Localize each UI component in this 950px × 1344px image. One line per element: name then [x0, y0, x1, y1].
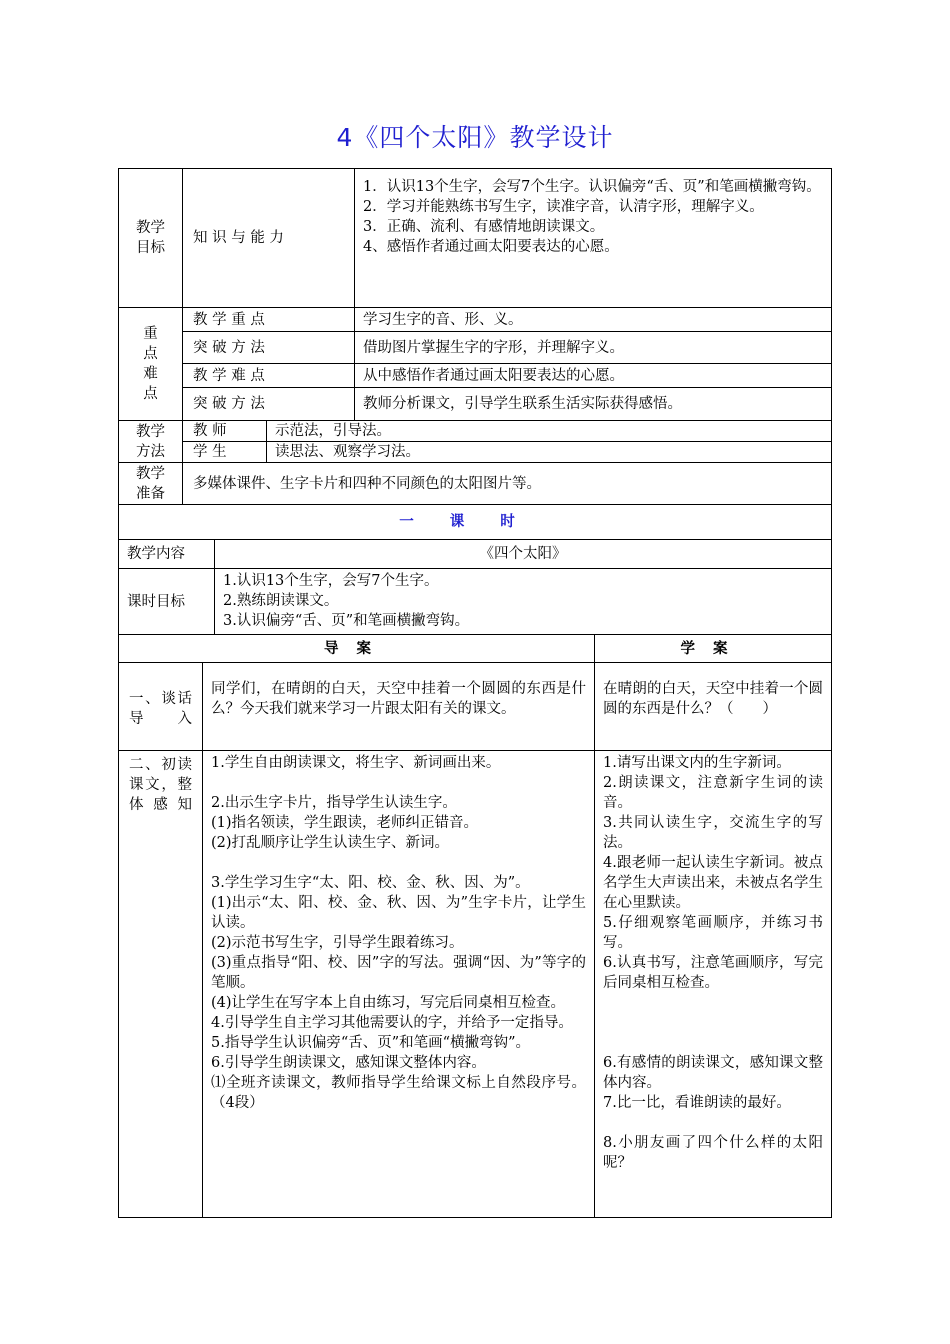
methods-label: 教学方法 [119, 421, 183, 463]
content-label: 教学内容 [119, 540, 215, 569]
goal-item: 4、感悟作者通过画太阳要表达的心愿。 [363, 239, 619, 255]
guide-line: (1)出示“太、阳、校、金、秋、因、为”生字卡片，让学生认读。 [211, 895, 586, 931]
study-line: 7.比一比，看谁朗读的最好。 [603, 1095, 791, 1111]
section-label: 二、初读课文，整体感知 [119, 751, 203, 1217]
guide-column-header: 导案 [119, 635, 595, 663]
section-guide [203, 751, 595, 1217]
period-goals-list [215, 569, 831, 635]
guide-line: (1)指名领读，学生跟读，老师纠正错音。 [211, 815, 479, 831]
study-line: 1.请写出课文内的生字新词。 [603, 755, 791, 771]
method-row-label: 学 生 [183, 442, 267, 463]
preparation-label: 教学准备 [119, 463, 183, 505]
method-row-label: 教 师 [183, 421, 267, 442]
guide-line: (3)重点指导“阳、校、因”字的写法。强调“因、为”等字的笔顺。 [211, 955, 586, 991]
study-line: 在晴朗的白天，天空中挂着一个圆圆的东西是什么？（ ） [603, 681, 823, 717]
key-row-label: 突 破 方 法 [183, 332, 355, 364]
study-line [603, 993, 823, 1013]
guide-line: (2)示范书写生字，引导学生跟着练习。 [211, 935, 464, 951]
study-line: 5.仔细观察笔画顺序，并练习书写。 [603, 915, 823, 951]
key-row-value: 借助图片掌握生字的字形，并理解字义。 [355, 332, 831, 364]
preparation-value: 多媒体课件、生字卡片和四种不同颜色的太阳图片等。 [183, 463, 831, 505]
guide-line: 同学们，在晴朗的白天，天空中挂着一个圆圆的东西是什么？今天我们就来学习一片跟太阳有关的课文。 [211, 681, 586, 717]
guide-line: 6.引导学生朗读课文，感知课文整体内容。 [211, 1055, 486, 1071]
study-line: 3.共同认读生字，交流生字的写法。 [603, 815, 823, 851]
guide-line: 3.学生学习生字“太、阳、校、金、秋、因、为”。 [211, 875, 530, 891]
content-value: 《四个太阳》 [215, 540, 831, 569]
study-line: 2.朗读课文，注意新字生词的读音。 [603, 775, 823, 811]
guide-line: (4)让学生在写字本上自由练习，写完后同桌相互检查。 [211, 995, 566, 1011]
study-line: 6.认真书写，注意笔画顺序，写完后同桌相互检查。 [603, 955, 823, 991]
section-label: 一、谈话导入 [119, 663, 203, 751]
section-study [595, 751, 831, 1217]
study-column-header: 学案 [595, 635, 831, 663]
study-line: 6.有感情的朗读课文，感知课文整体内容。 [603, 1055, 823, 1091]
key-points-label: 重点难点 [119, 308, 183, 421]
method-row-value: 示范法，引导法。 [267, 421, 831, 442]
study-line [603, 1013, 823, 1033]
study-line: 4.跟老师一起认读生字新词。被点名学生大声读出来，未被点名学生在心里默读。 [603, 855, 823, 911]
method-row-value: 读思法、观察学习法。 [267, 442, 831, 463]
goals-label: 教学目标 [119, 169, 183, 308]
key-row-value: 从中感悟作者通过画太阳要表达的心愿。 [355, 364, 831, 388]
goals-sub-label: 知 识 与 能 力 [183, 169, 355, 308]
goal-item: 3．正确、流利、有感情地朗读课文。 [363, 219, 605, 235]
guide-line [211, 773, 586, 793]
period-goals-label: 课时目标 [119, 569, 215, 635]
study-line [603, 1113, 823, 1133]
goal-item: 1．认识13个生字，会写7个生字。认识偏旁“舌、页”和笔画横撇弯钩。 [363, 179, 821, 195]
section-guide [203, 663, 595, 751]
page-title: 4《四个太阳》教学设计 [336, 123, 614, 152]
lesson-plan-table [118, 168, 832, 1218]
guide-line: ⑴全班齐读课文，教师指导学生给课文标上自然段序号。（4段） [211, 1075, 586, 1111]
guide-line: 1.学生自由朗读课文，将生字、新词画出来。 [211, 755, 501, 771]
study-line: 8.小朋友画了四个什么样的太阳呢？ [603, 1135, 823, 1171]
guide-line [211, 853, 586, 873]
guide-line: 4.引导学生自主学习其他需要认的字，并给予一定指导。 [211, 1015, 573, 1031]
goal-item: 2．学习并能熟练书写生字，读准字音，认清字形，理解字义。 [363, 199, 764, 215]
study-line [603, 1033, 823, 1053]
guide-line: 5.指导学生认识偏旁“舌、页”和笔画“横撇弯钩”。 [211, 1035, 530, 1051]
guide-line: 2.出示生字卡片，指导学生认读生字。 [211, 795, 457, 811]
key-row-value: 教师分析课文，引导学生联系生活实际获得感悟。 [355, 388, 831, 421]
goals-list [355, 169, 831, 308]
period-goal-item: 1.认识13个生字，会写7个生字。 [223, 573, 439, 589]
section-study [595, 663, 831, 751]
period-goal-item: 3.认识偏旁“舌、页”和笔画横撇弯钩。 [223, 613, 470, 629]
key-row-label: 教 学 难 点 [183, 364, 355, 388]
period-goal-item: 2.熟练朗读课文。 [223, 593, 339, 609]
period-heading: 一课时 [119, 505, 831, 540]
key-row-value: 学习生字的音、形、义。 [355, 308, 831, 332]
guide-line: (2)打乱顺序让学生认读生字、新词。 [211, 835, 450, 851]
key-row-label: 教 学 重 点 [183, 308, 355, 332]
key-row-label: 突 破 方 法 [183, 388, 355, 421]
